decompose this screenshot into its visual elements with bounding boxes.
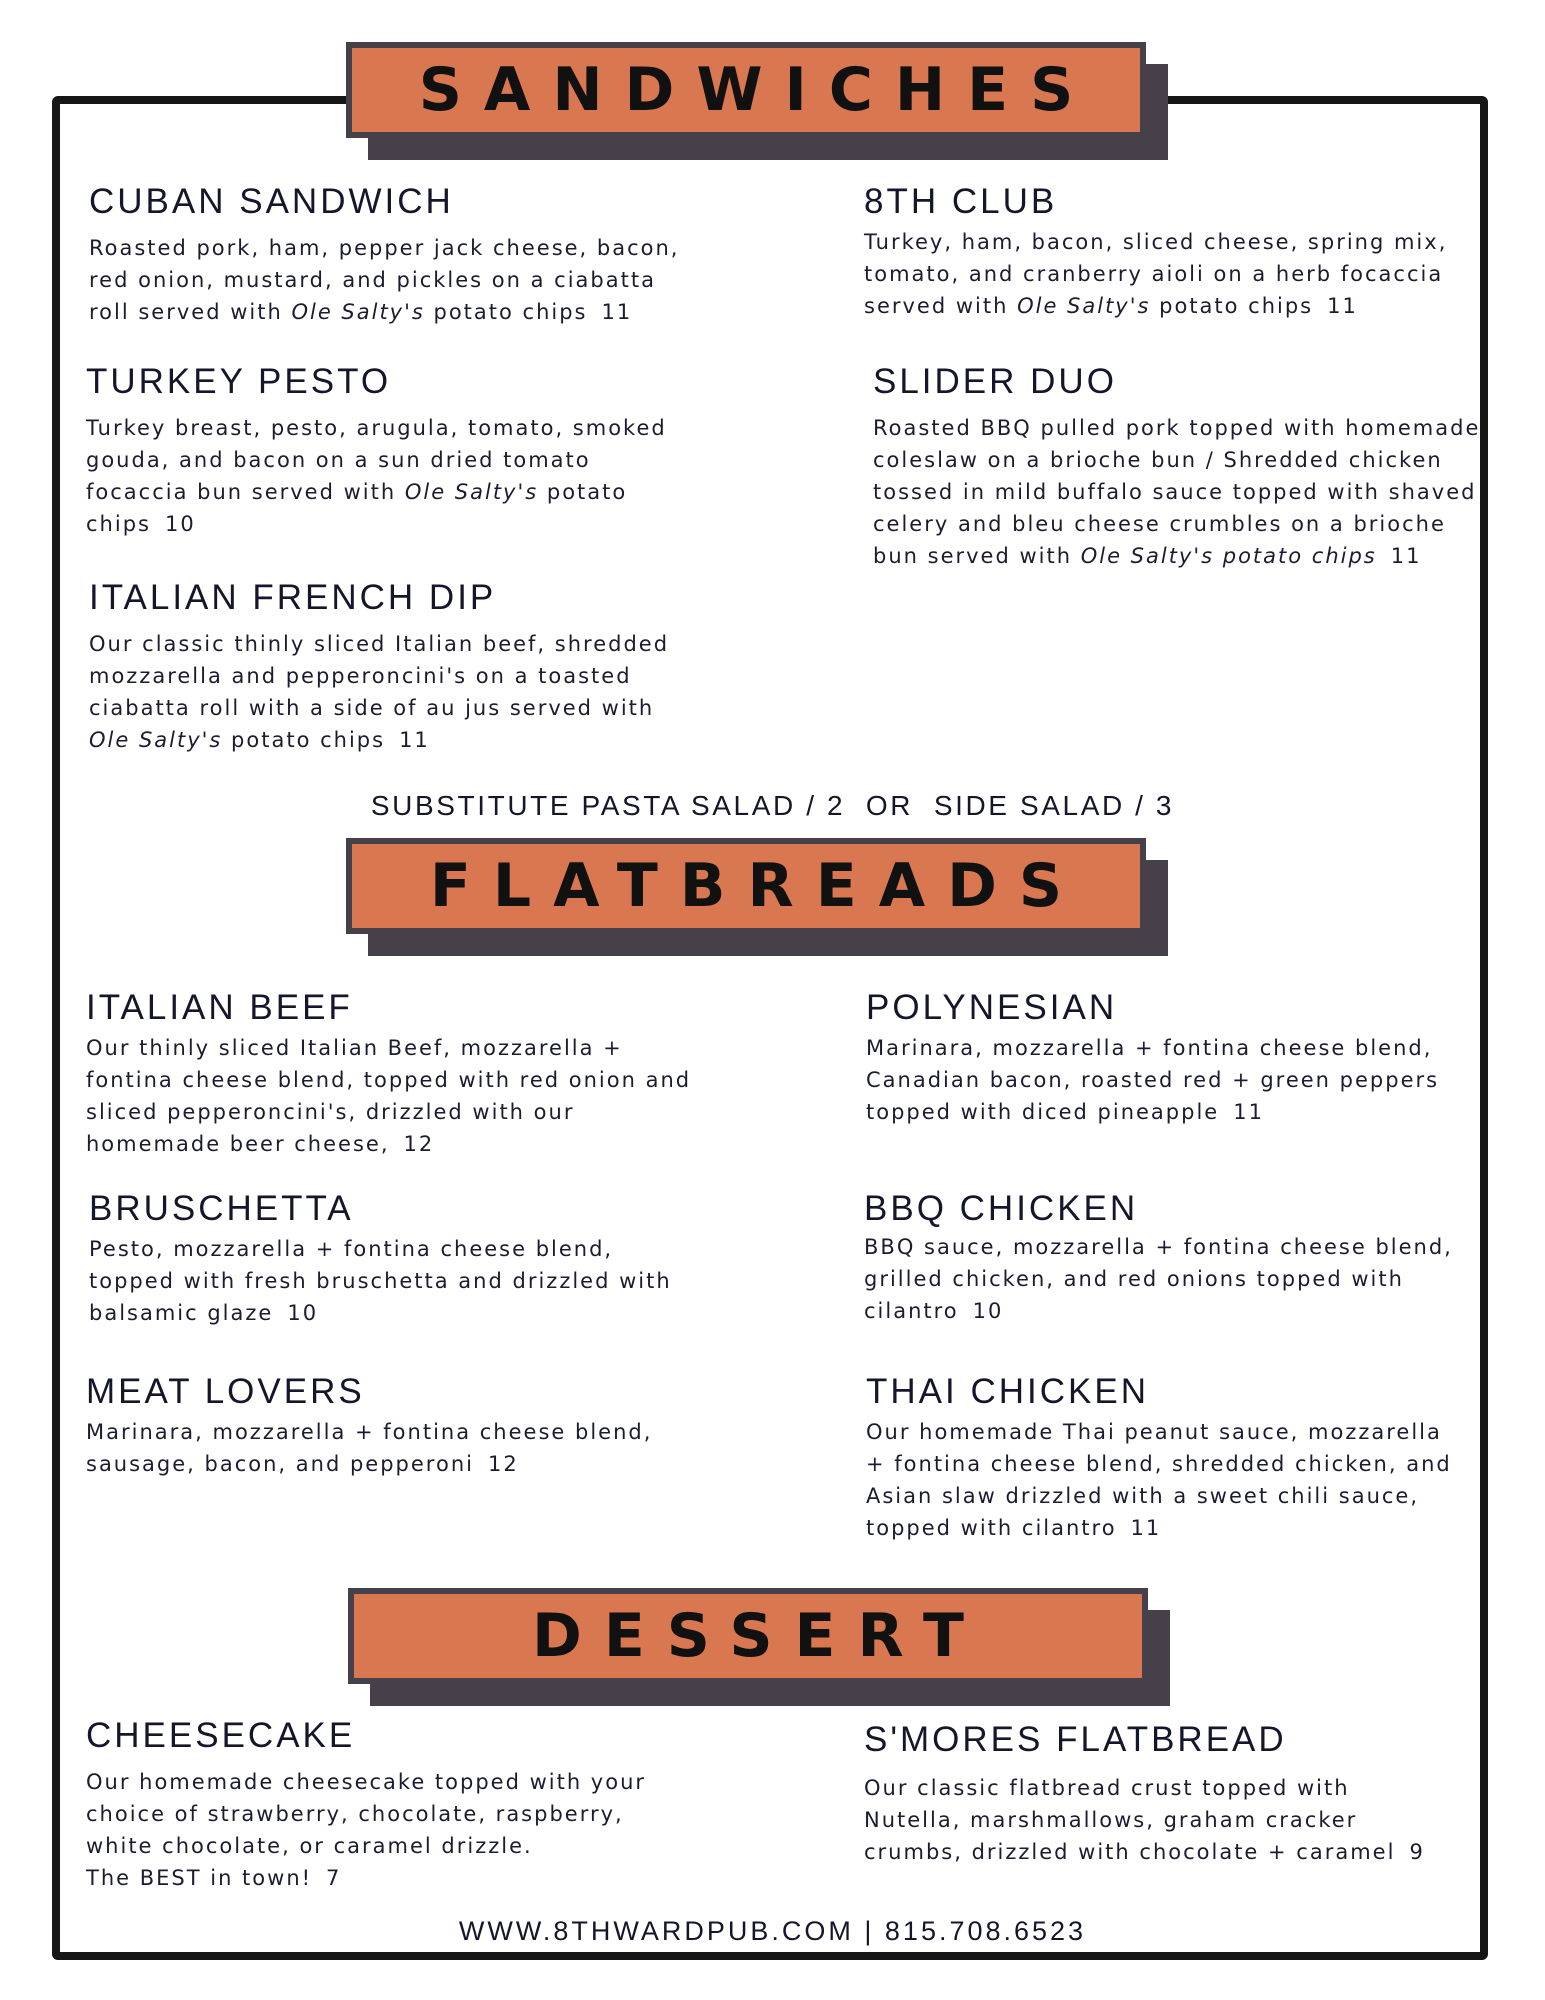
item-description: Our homemade Thai peanut sauce, mozzarella + fontina cheese blend, shredded chicken, and Asian slaw drizzled with a sweet chili sauce, topped with cilantro 11	[866, 1420, 1452, 1540]
sandwiches-banner	[346, 42, 1168, 138]
item-description: Roasted BBQ pulled pork topped with homemade coleslaw on a brioche bun / Shredded chicken tossed in mild buffalo sauce topped with shaved celery and bleu cheese crumbles on a brioche bun served with Ole Salty's potato chips 11	[873, 416, 1481, 568]
item-description: Our thinly sliced Italian Beef, mozzarella + fontina cheese blend, topped with red onion and sliced pepperoncini's, drizzled with our homemade beer cheese, 12	[86, 1036, 692, 1156]
item-description: Our classic thinly sliced Italian beef, shredded mozzarella and pepperoncini's on a toasted ciabatta roll with a side of au jus served with Ole Salty's potato chips 11	[89, 632, 670, 752]
item-name: BBQ CHICKEN	[864, 1189, 1139, 1228]
item-price: 11	[1233, 1100, 1264, 1124]
item-name: MEAT LOVERS	[86, 1372, 365, 1411]
item-description: Our homemade cheesecake topped with your choice of strawberry, chocolate, raspberry, white chocolate, or caramel drizzle. The BEST in town! 7	[86, 1770, 647, 1890]
item-price: 7	[326, 1866, 342, 1890]
item-price: 12	[403, 1132, 435, 1156]
item-description: Marinara, mozzarella + fontina cheese blend, sausage, bacon, and pepperoni 12	[86, 1420, 653, 1476]
item-name: 8TH CLUB	[864, 182, 1058, 221]
menu-item-bruschetta	[89, 1189, 672, 1329]
menu-item-cheesecake	[86, 1716, 646, 1894]
menu-item-bbq-chicken	[864, 1189, 1453, 1327]
item-name: CHEESECAKE	[86, 1716, 356, 1755]
menu-item-polynesian	[866, 988, 1439, 1128]
menu-item-italian-french-dip	[89, 578, 669, 756]
menu-item-turkey-pesto	[86, 362, 667, 540]
item-name: S'MORES FLATBREAD	[864, 1720, 1287, 1759]
item-price: 9	[1409, 1840, 1425, 1864]
item-description: Turkey breast, pesto, arugula, tomato, smoked gouda, and bacon on a sun dried tomato focaccia bun served with Ole Salty's potato chips 10	[86, 416, 667, 536]
footer-contact: WWW.8THWARDPUB.COM | 815.708.6523	[458, 1916, 1087, 1946]
substitute-note: SUBSTITUTE PASTA SALAD / 2 OR SIDE SALAD / 3	[370, 790, 1175, 821]
item-price: 12	[487, 1452, 519, 1476]
item-name: THAI CHICKEN	[866, 1372, 1149, 1411]
sandwiches-heading: SANDWICHES	[418, 55, 1096, 125]
item-name: ITALIAN FRENCH DIP	[89, 578, 497, 617]
item-price: 10	[164, 512, 196, 536]
menu-item-cuban-sandwich	[89, 182, 679, 328]
item-description: Roasted pork, ham, pepper jack cheese, bacon, red onion, mustard, and pickles on a ciabatta roll served with Ole Salty's potato chips 11	[89, 236, 680, 324]
item-description: Our classic flatbread crust topped with Nutella, marshmallows, graham cracker crumbs, drizzled with chocolate + caramel 9	[864, 1776, 1425, 1864]
item-price: 11	[1390, 544, 1422, 568]
item-price: 10	[972, 1299, 1004, 1323]
item-price: 10	[287, 1301, 319, 1325]
item-name: SLIDER DUO	[873, 362, 1117, 401]
item-name: CUBAN SANDWICH	[89, 182, 454, 221]
item-price: 11	[601, 300, 633, 324]
item-description: Turkey, ham, bacon, sliced cheese, spring mix, tomato, and cranberry aioli on a herb focaccia served with Ole Salty's potato chips 11	[864, 230, 1448, 318]
item-description: BBQ sauce, mozzarella + fontina cheese blend, grilled chicken, and red onions topped with cilantro 10	[864, 1235, 1453, 1323]
item-price: 11	[1130, 1516, 1162, 1540]
item-name: BRUSCHETTA	[89, 1189, 354, 1228]
item-description: Marinara, mozzarella + fontina cheese blend, Canadian bacon, roasted red + green peppers topped with diced pineapple 11	[866, 1036, 1440, 1124]
dessert-heading: DESSERT	[532, 1601, 986, 1671]
menu-item-smores-flatbread	[864, 1720, 1425, 1868]
menu-item-8th-club	[864, 182, 1447, 322]
item-description: Pesto, mozzarella + fontina cheese blend, topped with fresh bruschetta and drizzled with balsamic glaze 10	[89, 1237, 672, 1325]
item-price: 11	[399, 728, 430, 752]
item-name: POLYNESIAN	[866, 988, 1118, 1027]
item-price: 11	[1327, 294, 1358, 318]
item-name: ITALIAN BEEF	[86, 988, 353, 1027]
item-name: TURKEY PESTO	[86, 362, 392, 401]
dessert-banner	[348, 1588, 1170, 1684]
menu-item-meat-lovers	[86, 1372, 652, 1480]
menu-item-slider-duo	[873, 362, 1480, 572]
menu-item-italian-beef	[86, 988, 691, 1160]
flatbreads-banner	[346, 838, 1168, 934]
menu-item-thai-chicken	[866, 1372, 1452, 1544]
flatbreads-heading: FLATBREADS	[429, 851, 1085, 921]
